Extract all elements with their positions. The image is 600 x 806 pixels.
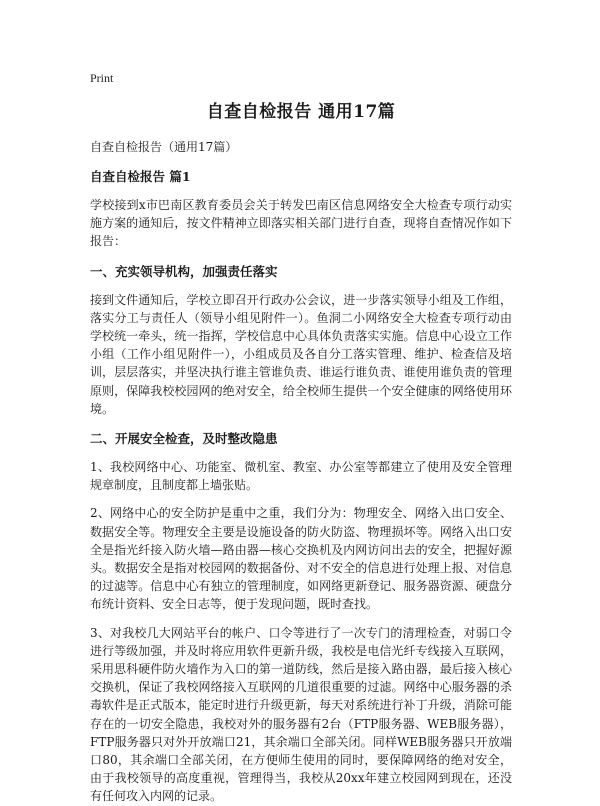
section-2-paragraph-1: 1、我校网络中心、功能室、微机室、教室、办公室等都建立了使用及安全管理规章制度，且制度都上墙张贴。 bbox=[90, 460, 512, 493]
article-heading: 自查自检报告 篇1 bbox=[90, 169, 191, 184]
intro-paragraph: 学校接到x市巴南区教育委员会关于转发巴南区信息网络安全大检查专项行动实施方案的通知后，按文件精神立即落实相关部门进行自查，现将自查情况作如下报告： bbox=[90, 198, 512, 249]
section-2-paragraph-2: 2、网络中心的安全防护是重中之重，我们分为：物理安全、网络入出口安全、数据安全等。物理安全主要是设施设备的防火防盗、物理损坏等。网络入出口安全是指光纤接入防火墙—路由器—核心交换机及内网访问出去的安全，把握好源头。数据安全是指对校园网的数据备份、对不安全的信息进行处理上报、对信息的过滤等。信息中心有独立的管理制度，如网络更新登记、服务器资源、硬盘分布统计资料、安全日志等，便于发现问题，既时查找。 bbox=[90, 506, 512, 612]
print-label[interactable]: Print bbox=[90, 71, 114, 85]
section-1-paragraph-1: 接到文件通知后，学校立即召开行政办公会议，进一步落实领导小组及工作组，落实分工与责任人（领导小组见附件一）。鱼洞二小网络安全大检查专项行动由学校统一牵头，统一指挥，学校信息中心具体负责落实实施。信息中心设立工作小组（工作小组见附件一），小组成员及各自分工落实管理、维护、检查信及培训，层层落实，并坚决执行谁主管谁负责、谁运行谁负责、谁使用谁负责的管理原则，保障我校校园网的绝对安全，给全校师生提供一个安全健康的网络使用环境。 bbox=[90, 292, 512, 416]
section-2-paragraph-3: 3、对我校几大网站平台的帐户、口令等进行了一次专门的清理检查，对弱口令进行等级加强，并及时将应用软件更新升级，我校是电信光纤专线接入互联网，采用思科硬件防火墙作为入口的第一道防线，然后是接入路由器，最后接入核心交换机，保证了我校网络接入互联网的几道很重要的过滤。网络中心服务器的杀毒软件是正式版本，能定时进行升级更新，每天对系统进行补丁升级，消除可能存在的一切安全隐患，我校对外的服务器有2台（FTP服务器、WEB服务器），FTP服务器只对外开放端口21，其余端口全部关闭。同样WEB服务器只开放端口80，其余端口全部关闭，在方便师生使用的同时，要保障网络的绝对安全，由于我校领导的高度重视，管理得当，我校从20xx年建立校园网到现在，还没有任何攻入内网的记录。 bbox=[90, 625, 512, 804]
page-title: 自查自检报告 通用17篇 bbox=[206, 102, 396, 122]
section-heading-1: 一、充实领导机构，加强责任落实 bbox=[90, 263, 278, 279]
section-heading-2: 二、开展安全检查，及时整改隐患 bbox=[90, 431, 278, 447]
document-subtitle: 自查自检报告（通用17篇） bbox=[90, 140, 238, 154]
